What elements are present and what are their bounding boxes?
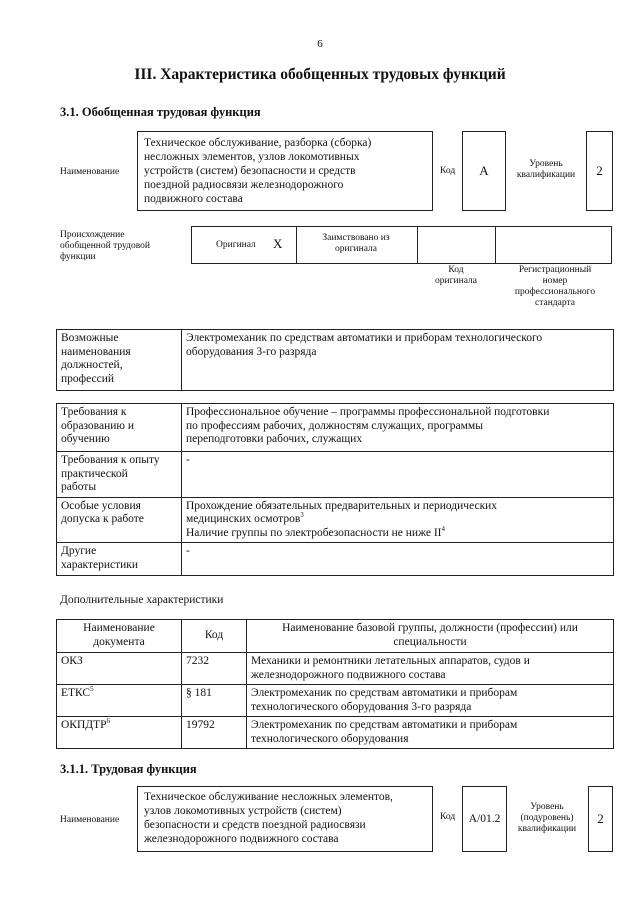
gtf-name-line: несложных элементов, узлов локомотивных [144,151,360,163]
req-other-value [182,543,614,576]
tf-name-line: узлов локомотивных устройств (систем) [144,805,342,817]
tf-name-box [137,786,433,852]
tf-name-line: железнодорожного подвижного состава [144,833,339,845]
header-line: Наименование базовой группы, должности (профессии) или [282,622,578,634]
cell-name-line: Электромеханик по средствам автоматики и приборам [251,687,518,699]
req-label-line: Требования к [61,406,127,418]
req-label-line: характеристики [61,558,139,571]
tf-level-label-line: (подуровень) [520,813,574,823]
cell-name-line: технологического оборудования 3-го разряда [251,700,472,713]
origin-original-label: Оригинал [216,240,256,250]
origin-borrowed-line: Заимствовано из [322,233,390,243]
req-label-line: обучению [61,433,110,445]
gtf-code-label: Код [440,166,456,176]
req-value-text: Наличие группы по электробезопасности не ниже II [186,526,442,539]
header-line: специальности [393,635,467,648]
table-row [57,543,614,576]
header-line: Наименование [83,622,155,634]
req-label-line: практической [61,467,128,480]
tf-level-value: 2 [588,786,613,852]
gtf-name-line: устройств (систем) безопасности и средств [144,165,356,177]
gtf-level-value: 2 [586,131,613,211]
tf-level-label-line: Уровень [530,802,564,812]
req-value-text: медицинских осмотров [186,513,301,525]
cell-doc-text: ЕТКС [61,687,91,699]
tf-code-value: А/01.2 [462,786,507,852]
cell-name-line: технологического оборудования [251,732,409,745]
origin-original-mark: X [273,236,283,251]
table-header-row [57,620,614,653]
gtf-level-label-line: Уровень [529,159,563,169]
req-value-line: - [186,545,190,557]
req-other-label [57,543,182,576]
table-row [57,497,614,543]
gtf-level-label [508,159,584,181]
origin-reg-number-label [500,265,610,309]
cell-name [247,717,614,749]
gtf-name-label: Наименование [60,167,120,177]
positions-value-line: оборудования 3-го разряда [186,345,317,358]
additional-title: Дополнительные характеристики [60,594,224,606]
cell-code: 19792 [182,717,247,749]
gtf-code-value: А [462,131,506,211]
req-value-line: переподготовки рабочих, служащих [186,433,363,445]
table-row [57,452,614,498]
req-label-line: образованию и [61,419,134,432]
positions-label-line: профессий [61,372,115,385]
gtf-name-box [137,131,433,211]
tf-name-label: Наименование [60,815,120,825]
gtf-name-line: Техническое обслуживание, разборка (сборка) [144,137,372,149]
req-label-line: допуска к работе [61,513,144,525]
positions-label [57,330,182,391]
positions-value-line: Электромеханик по средствам автоматики и приборам технологического [186,332,543,344]
cell-doc-text: ОКЗ [61,655,83,667]
gtf-name-line: поездной радиосвязи железнодорожного [144,179,344,191]
origin-label-line: Происхождение [60,230,125,240]
cell-name-line: Электромеханик по средствам автоматики и приборам [251,719,518,731]
origin-reg-line: стандарта [535,298,575,308]
req-experience-value [182,452,614,498]
header-base-group [247,620,614,653]
req-value-line [186,513,609,527]
additional-table [56,619,614,749]
header-line: Код [204,629,224,642]
tf-name-line: Техническое обслуживание несложных элементов, [144,791,393,803]
subsection-title-3-1: 3.1. Обобщенная трудовая функция [60,105,261,119]
origin-reg-line: Регистрационный [518,265,592,275]
req-education-label [57,404,182,452]
req-education-value [182,404,614,452]
table-row [57,717,614,749]
origin-box [191,226,612,264]
cell-doc [57,717,182,749]
header-code [182,620,247,653]
header-document [57,620,182,653]
tf-level-label [508,802,586,835]
req-label-line: Особые условия [61,499,141,512]
table-row [57,330,614,391]
cell-name-line: железнодорожного подвижного состава [251,668,446,681]
origin-reg-line: профессионального [514,287,596,297]
footnote-mark: 6 [106,717,111,726]
req-experience-label [57,452,182,498]
table-row [57,685,614,717]
cell-code: § 181 [182,685,247,717]
subsection-title-3-1-1: 3.1.1. Трудовая функция [60,762,197,776]
positions-label-line: наименования [61,345,131,358]
cell-doc-text: ОКПДТР [61,719,107,731]
footnote-mark: 5 [90,685,94,694]
cell-name [247,685,614,717]
origin-code-line: оригинала [435,276,477,286]
req-value-line: - [186,454,190,466]
gtf-level-label-line: квалификации [516,170,576,180]
origin-label [60,230,150,263]
positions-table [56,329,614,391]
page-number: 6 [317,38,323,50]
tf-code-label: Код [440,812,456,822]
req-value-line: Прохождение обязательных предварительных и периодических [186,499,498,512]
req-special-label [57,497,182,543]
origin-code-original-label [418,265,494,287]
origin-reg-line: номер [542,276,568,286]
divider [495,227,496,263]
tf-name-line: безопасности и средств поездной радиосвязи [144,819,366,831]
tf-level-label-line: квалификации [517,824,577,834]
footnote-mark: 4 [441,524,446,533]
requirements-table [56,403,614,576]
req-label-line: Требования к опыту [61,454,160,466]
divider [417,227,418,263]
section-title: III. Характеристика обобщенных трудовых функций [134,66,506,83]
origin-code-line: Код [448,265,464,275]
table-row [57,404,614,452]
origin-borrowed-line: оригинала [335,244,377,254]
header-line: документа [93,635,145,648]
cell-doc [57,653,182,685]
req-value-line: по профессиям рабочих, должностям служащих, программы [186,419,483,432]
cell-name [247,653,614,685]
cell-doc [57,685,182,717]
req-value-line [186,524,609,541]
req-label-line: Другие [61,545,97,557]
origin-borrowed-label [300,233,412,255]
req-special-value [182,497,614,543]
cell-name-line: Механики и ремонтники летательных аппаратов, судов и [251,655,530,667]
origin-label-line: функции [60,252,96,262]
positions-value [182,330,614,391]
gtf-name-line: подвижного состава [144,193,243,205]
positions-label-line: должностей, [61,359,123,371]
footnote-mark: 3 [300,511,304,520]
req-label-line: работы [61,481,97,493]
req-value-line: Профессиональное обучение – программы профессиональной подготовки [186,406,550,418]
table-row [57,653,614,685]
cell-code: 7232 [182,653,247,685]
divider [296,227,297,263]
origin-label-line: обобщенной трудовой [60,241,150,251]
positions-label-line: Возможные [61,332,119,344]
